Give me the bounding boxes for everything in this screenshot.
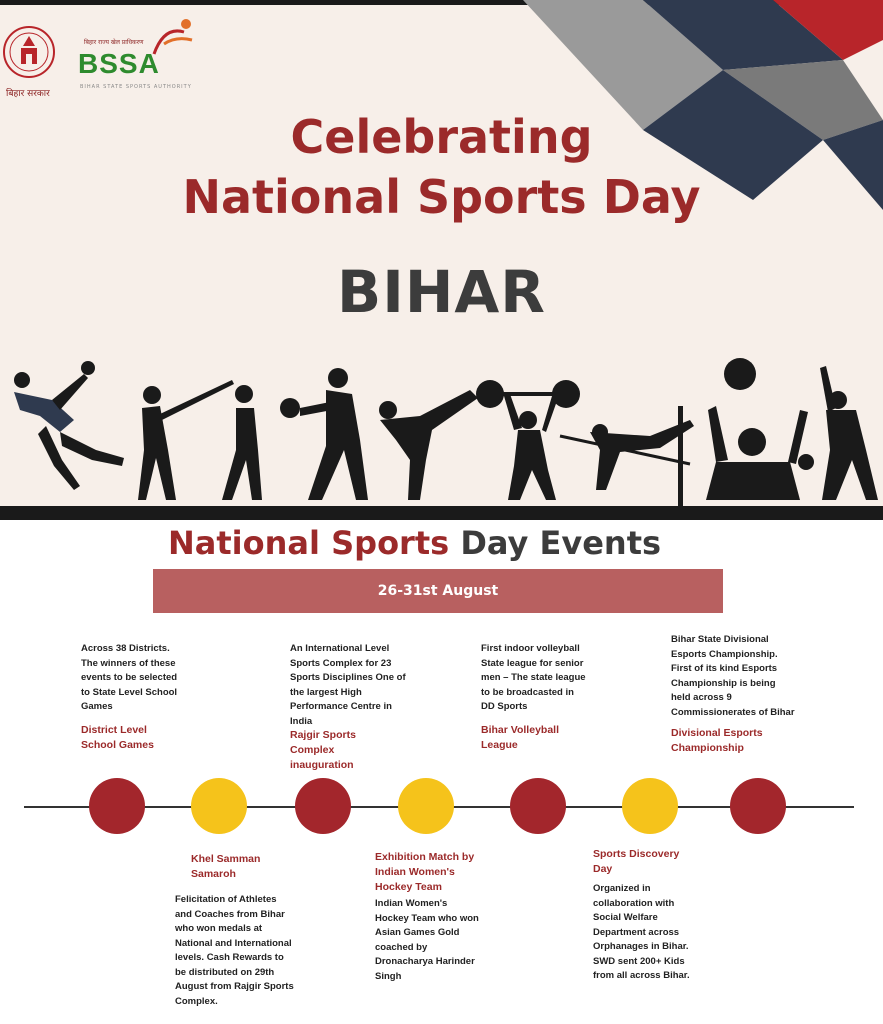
event-description: An International Level Sports Complex for 23 Sports Disciplines One of the largest High Performance Centre in India: [290, 643, 406, 727]
timeline-dot-red: [730, 778, 786, 834]
timeline-dot-yellow: [191, 778, 247, 834]
events-title-part2: Day Events: [460, 524, 662, 562]
event-name: Khel Samman Samaroh: [191, 853, 261, 880]
gov-label: बिहार सरकार: [6, 89, 50, 99]
headline-line1: Celebrating: [290, 110, 593, 164]
bihar-government-seal-icon: [2, 24, 56, 80]
headline-line2: National Sports Day: [182, 170, 701, 224]
event-name: Rajgir Sports Complex inauguration: [290, 729, 356, 771]
event-description: Organized in collaboration with Social Welfare Department across Orphanages in Bihar. SWD sent 200+ Kids from all across Bihar.: [593, 883, 690, 981]
bssa-logo-text: BSSA: [78, 48, 160, 79]
bssa-subtitle: BIHAR STATE SPORTS AUTHORITY: [80, 84, 192, 90]
events-section-title: [168, 524, 661, 562]
events-title-part1: National Sports: [168, 524, 450, 562]
event-name: Divisional Esports Championship: [671, 727, 763, 754]
event-name: Sports Discovery Day: [593, 848, 680, 875]
date-banner: 26-31st August: [153, 569, 723, 613]
timeline-dot-red: [295, 778, 351, 834]
event-name: District Level School Games: [81, 724, 154, 751]
athlete-silhouettes-icon: [0, 350, 883, 510]
event-name: Exhibition Match by Indian Women's Hockey Team: [375, 851, 475, 893]
event-description: First indoor volleyball State league for senior men – The state league to be broadcasted in DD Sports: [481, 643, 586, 712]
state-title: BIHAR: [337, 258, 546, 326]
event-description: Across 38 Districts. The winners of these events to be selected to State Level School Games: [81, 643, 178, 712]
timeline-dot-yellow: [622, 778, 678, 834]
event-description: Bihar State Divisional Esports Championship. First of its kind Esports Championship is being held across 9 Commissionerates of Bihar: [671, 634, 795, 718]
timeline-dot-red: [510, 778, 566, 834]
bottom-border: [0, 506, 883, 520]
timeline-dot-red: [89, 778, 145, 834]
timeline-dot-yellow: [398, 778, 454, 834]
event-name: Bihar Volleyball League: [481, 724, 559, 751]
bssa-hindi-text: बिहार राज्य खेल प्राधिकरण: [84, 39, 144, 46]
event-description: Felicitation of Athletes and Coaches from Bihar who won medals at National and International levels. Cash Rewards to be distributed on 29th August from Rajgir Sports Complex.: [175, 894, 294, 1007]
event-description: Indian Women's Hockey Team who won Asian Games Gold coached by Dronacharya Harinder Singh: [375, 898, 479, 982]
